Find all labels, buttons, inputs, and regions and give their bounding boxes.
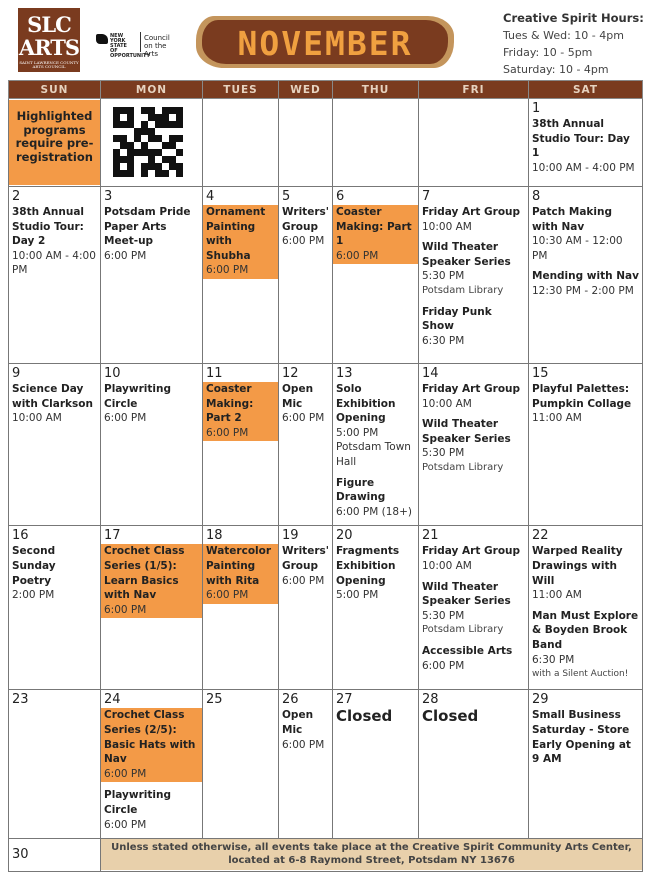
week-row [9, 364, 643, 526]
highlighted-event[interactable] [203, 205, 278, 279]
day-cell-2 [9, 187, 101, 364]
closed-label: Closed [336, 707, 393, 726]
event-title: Wild Theater Speaker Series [422, 580, 511, 608]
empty-day-cell [279, 99, 333, 187]
event-time: 5:30 PM [422, 609, 465, 622]
event-title: Writers' Group [282, 545, 329, 572]
event-location: Potsdam Library [422, 284, 504, 296]
event-time: 6:00 PM [206, 426, 249, 439]
day-number: 19 [282, 528, 299, 544]
event-time: 10:00 AM - 4:00 PM [12, 249, 96, 277]
event-title: Writers' Group [282, 206, 329, 233]
day-cell-29 [529, 690, 643, 839]
event-title: Crochet Class Series (2/5): Basic Hats with Nav [104, 709, 196, 766]
footer-note-cell [101, 839, 643, 872]
event-time: 5:30 PM [422, 270, 465, 283]
week-row [9, 690, 643, 839]
event-time: 6:00 PM [282, 412, 325, 425]
day-cell-1 [529, 99, 643, 187]
event[interactable] [419, 305, 528, 349]
day-number: 27 [336, 692, 353, 708]
day-cell-5 [279, 187, 333, 364]
event[interactable] [529, 382, 642, 426]
day-number: 24 [104, 692, 121, 708]
registration-note-cell [9, 99, 101, 187]
day-number: 1 [532, 101, 541, 116]
location-footer-note: Unless stated otherwise, all events take place at the Creative Spirit Community Arts Center, located at 6-8 Raymond Street, Potsdam NY 13676 [101, 839, 642, 870]
event-time: 10:00 AM - 4:00 PM [532, 161, 635, 174]
day-number: 16 [12, 528, 29, 544]
event-title: Patch Making with Nav [532, 206, 612, 233]
logo-line-1: SLC [27, 12, 71, 37]
day-cell-18 [203, 526, 279, 690]
event-title: Open Mic [282, 383, 314, 410]
day-cell-4 [203, 187, 279, 364]
event[interactable] [101, 788, 202, 832]
event-time: 6:00 PM [104, 603, 147, 616]
event-time: 12:30 PM - 2:00 PM [532, 284, 634, 297]
event-time: 6:30 PM [532, 653, 575, 666]
event-time: 10:30 AM - 12:00 PM [532, 235, 623, 262]
event-time: 6:00 PM [336, 249, 379, 262]
highlighted-event[interactable] [203, 382, 278, 441]
day-number: 3 [104, 189, 113, 204]
council-on-the-arts-text: Council on the Arts [144, 34, 170, 58]
day-number: 13 [336, 366, 353, 381]
day-number: 14 [422, 366, 439, 381]
event-time: 6:00 PM [206, 264, 249, 277]
event-title: Warped Reality Drawings with Will [532, 545, 623, 587]
day-cell-30 [9, 839, 101, 872]
event-time: 11:00 AM [532, 589, 582, 602]
event[interactable] [529, 609, 642, 682]
highlighted-event[interactable] [101, 708, 202, 782]
event[interactable] [101, 205, 202, 263]
month-banner [196, 16, 454, 68]
event[interactable] [529, 269, 642, 298]
event-title: Mending with Nav [532, 270, 639, 283]
day-number: 29 [532, 692, 549, 708]
weekday-header-row [9, 81, 643, 99]
day-number: 22 [532, 528, 549, 544]
day-number: 10 [104, 366, 121, 381]
event[interactable] [333, 476, 418, 520]
event-time: 10:00 AM [422, 559, 472, 572]
highlighted-event[interactable] [333, 205, 418, 264]
hours-line: Friday: 10 - 5pm [503, 46, 593, 59]
day-number: 2 [12, 189, 21, 204]
event-title: Wild Theater Speaker Series [422, 241, 511, 268]
day-number: 23 [12, 692, 29, 708]
day-cell-14 [419, 364, 529, 526]
event[interactable] [9, 382, 100, 426]
qr-code-icon[interactable] [113, 107, 183, 177]
event[interactable] [419, 240, 528, 298]
day-cell-22 [529, 526, 643, 690]
event-title: Coaster Making: Part 1 [336, 206, 412, 248]
day-number: 21 [422, 528, 439, 544]
event-time: 6:00 PM [104, 818, 147, 831]
event[interactable] [529, 544, 642, 602]
day-cell-9 [9, 364, 101, 526]
day-cell-13 [333, 364, 419, 526]
event-title: 38th Annual Studio Tour: Day 2 [12, 206, 84, 248]
day-number: 11 [206, 366, 223, 381]
event-time: 6:00 PM [104, 249, 147, 262]
event-title: 38th Annual Studio Tour: Day 1 [532, 118, 630, 160]
weekday-tue: TUES [203, 81, 279, 99]
event-time: 10:00 AM [422, 397, 472, 410]
highlighted-event[interactable] [203, 544, 278, 603]
event-note: with a Silent Auction! [532, 669, 629, 680]
day-number: 15 [532, 366, 549, 381]
event-time: 6:00 PM [422, 659, 465, 672]
slc-arts-logo[interactable] [18, 8, 80, 72]
day-cell-23 [9, 690, 101, 839]
day-cell-10 [101, 364, 203, 526]
day-cell-19 [279, 526, 333, 690]
event-title: Potsdam Pride Paper Arts Meet-up [104, 206, 191, 248]
day-cell-20 [333, 526, 419, 690]
event-title: Friday Art Group [422, 545, 521, 558]
event-location: Potsdam Library [422, 624, 504, 636]
event-title: Friday Art Group [422, 206, 521, 218]
day-cell-24 [101, 690, 203, 839]
highlighted-event[interactable] [101, 544, 202, 618]
weekday-thu: THU [333, 81, 419, 99]
event-title: Crochet Class Series (1/5): Learn Basics with Nav [104, 545, 185, 602]
event-time: 6:00 PM [282, 738, 325, 751]
event[interactable] [419, 417, 528, 475]
day-number: 28 [422, 692, 439, 708]
qr-cell [101, 99, 203, 187]
event-time: 6:00 PM [282, 574, 325, 587]
event-title: Science Day with Clarkson [12, 383, 93, 410]
event-title: Playwriting Circle [104, 789, 171, 816]
weekday-fri: FRI [419, 81, 529, 99]
event[interactable] [279, 708, 332, 752]
event[interactable] [279, 382, 332, 426]
hours-title: Creative Spirit Hours: [503, 11, 644, 25]
event[interactable] [9, 205, 100, 278]
event-title: Friday Punk Show [422, 305, 492, 333]
event-title: Figure Drawing [336, 476, 386, 504]
day-number: 18 [206, 528, 223, 544]
event-time: 11:00 AM [532, 412, 582, 425]
day-cell-21 [419, 526, 529, 690]
event-title: Coaster Making: Part 2 [206, 383, 254, 425]
closed-label: Closed [422, 707, 479, 726]
event-location: Potsdam Town Hall [336, 441, 411, 468]
event-title: Accessible Arts [422, 644, 513, 657]
event[interactable] [279, 205, 332, 249]
empty-day-cell [419, 99, 529, 187]
day-number: 6 [336, 189, 345, 204]
week-row [9, 839, 643, 872]
event[interactable] [529, 117, 642, 175]
event[interactable] [419, 205, 528, 234]
day-number: 26 [282, 692, 299, 708]
event[interactable] [419, 544, 528, 573]
event-location: Potsdam Library [422, 461, 504, 473]
day-cell-7 [419, 187, 529, 364]
week-row [9, 526, 643, 690]
day-cell-12 [279, 364, 333, 526]
event-title: Man Must Explore & Boyden Brook Band [532, 609, 639, 651]
event-time: 6:00 PM [104, 412, 147, 425]
event-title: Open Mic [282, 709, 314, 736]
event[interactable] [419, 644, 528, 673]
day-cell-17 [101, 526, 203, 690]
event[interactable] [9, 544, 100, 602]
logo-line-2: ARTS [18, 35, 80, 60]
event-time: 10:00 AM [12, 412, 62, 425]
event[interactable] [529, 708, 642, 766]
event-title: Playwriting Circle [104, 383, 171, 410]
day-cell-27 [333, 690, 419, 839]
event-time: 6:00 PM [282, 235, 325, 248]
day-cell-8 [529, 187, 643, 364]
hours-line: Tues & Wed: 10 - 4pm [503, 29, 624, 42]
event-time: 2:00 PM [12, 589, 55, 602]
event-title: Solo Exhibition Opening [336, 383, 396, 425]
event[interactable] [279, 544, 332, 588]
month-title: NOVEMBER [237, 24, 413, 63]
calendar-grid [8, 80, 643, 872]
hours-line: Saturday: 10 - 4pm [503, 63, 609, 76]
day-cell-3 [101, 187, 203, 364]
event[interactable] [419, 580, 528, 638]
event-time: 5:00 PM [336, 589, 379, 602]
day-cell-28 [419, 690, 529, 839]
week-row [9, 99, 643, 187]
event-title: Second Sunday Poetry [12, 545, 56, 587]
weekday-mon: MON [101, 81, 203, 99]
day-cell-11 [203, 364, 279, 526]
event-title: Fragments Exhibition Opening [336, 545, 400, 587]
event-time: 5:00 PM [336, 426, 379, 439]
day-number: 5 [282, 189, 291, 204]
event-time: 10:00 AM [422, 220, 472, 233]
event-time: 5:30 PM [422, 447, 465, 460]
event-time: 6:00 PM [104, 767, 147, 780]
event-title: Ornament Painting with Shubha [206, 206, 266, 262]
header [0, 0, 650, 80]
event[interactable] [333, 382, 418, 470]
day-cell-26 [279, 690, 333, 839]
event-title: Wild Theater Speaker Series [422, 418, 511, 445]
day-cell-25 [203, 690, 279, 839]
day-number: 9 [12, 366, 21, 381]
day-number: 7 [422, 189, 431, 204]
logo-divider [140, 32, 141, 52]
week-row [9, 187, 643, 364]
day-cell-16 [9, 526, 101, 690]
empty-day-cell [203, 99, 279, 187]
registration-note: Highlighted programs require pre-registration [9, 100, 100, 185]
empty-day-cell [333, 99, 419, 187]
day-number: 30 [12, 847, 29, 863]
weekday-sun: SUN [9, 81, 101, 99]
day-number: 12 [282, 366, 299, 381]
event[interactable] [101, 382, 202, 426]
nys-logo-icon: NEW YORK STATE OF OPPORTUNITY [98, 34, 136, 59]
day-number: 17 [104, 528, 121, 544]
nysca-logo [98, 32, 180, 59]
event[interactable] [333, 544, 418, 602]
event-title: Friday Art Group [422, 383, 521, 395]
day-cell-6 [333, 187, 419, 364]
event-title: Watercolor Painting with Rita [206, 545, 272, 587]
event-title: Playful Palettes: Pumpkin Collage [532, 383, 632, 410]
day-cell-15 [529, 364, 643, 526]
day-number: 20 [336, 528, 353, 544]
event[interactable] [529, 205, 642, 263]
day-number: 4 [206, 189, 215, 204]
event-time: 6:30 PM [422, 334, 465, 347]
event-title: Small Business Saturday - Store Early Opening at 9 AM [532, 709, 631, 766]
day-number: 25 [206, 692, 223, 708]
weekday-sat: SAT [529, 81, 643, 99]
event[interactable] [419, 382, 528, 411]
day-number: 8 [532, 189, 541, 204]
hours-block [503, 10, 644, 78]
logo-small-text: SAINT LAWRENCE COUNTY ARTS COUNCIL [19, 60, 79, 69]
event-time: 6:00 PM [206, 589, 249, 602]
weekday-wed: WED [279, 81, 333, 99]
event-time: 6:00 PM (18+) [336, 505, 412, 518]
